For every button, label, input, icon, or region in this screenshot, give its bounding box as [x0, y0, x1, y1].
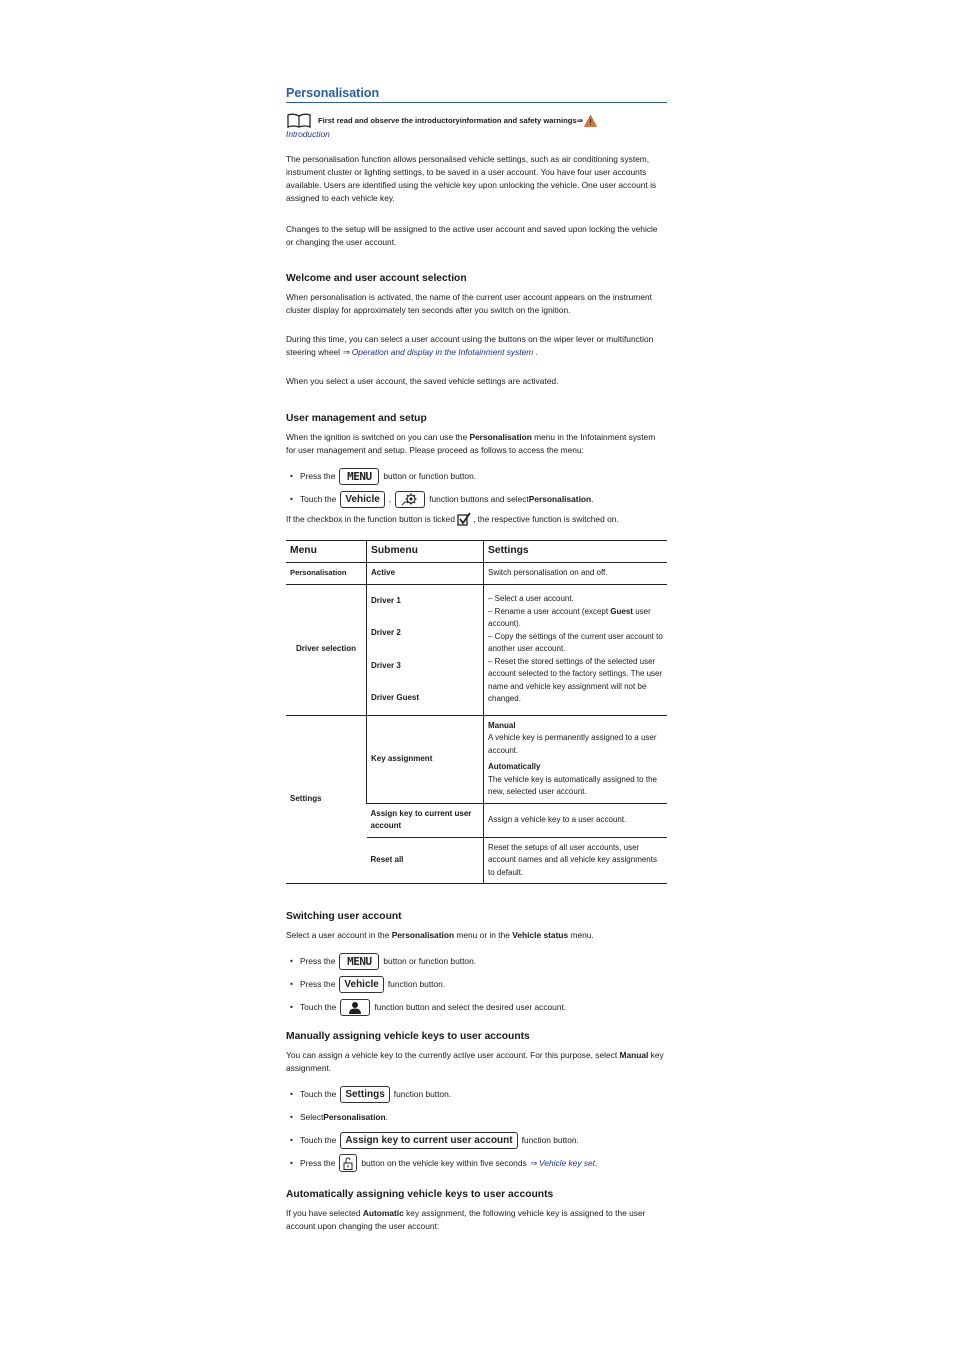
driver-3: Driver 3 — [371, 660, 401, 670]
list-item: • Touch the Assign key to current user account function button. — [286, 1131, 667, 1149]
switching-heading: Switching user account — [286, 911, 402, 922]
table-header: Menu — [286, 541, 367, 563]
list-item: • Press the Vehicle function button. — [286, 975, 667, 993]
checkbox-paragraph: If the checkbox in the function button is ticked , the respective function is switched on. — [286, 512, 667, 526]
intro-paragraph-2: Changes to the setup will be assigned to the active user account and saved upon locking the vehicle or changing the user account. — [286, 224, 658, 247]
table-cell: Reset the setups of all user accounts, user account names and all vehicle key assignments to default. — [484, 837, 668, 884]
settings-gear-button[interactable] — [395, 491, 425, 508]
table-row — [286, 715, 667, 803]
table-cell: Manual A vehicle key is permanently assigned to a user account. Automatically The vehicle key is automatically assigned to the new, selected user account. — [484, 715, 668, 803]
introduction-link[interactable]: Introduction — [286, 129, 330, 139]
table-row — [286, 563, 667, 585]
welcome-paragraph-2: During this time, you can select a user account using the buttons on the wiper lever or multifunction steering wheel ⇒ Operation and display in the Infotainment system . — [286, 334, 654, 357]
manual-page — [286, 86, 667, 1233]
driver-guest: Driver Guest — [371, 693, 420, 702]
table-cell: Driver selection — [286, 584, 367, 715]
list-item: • Select Personalisation . — [286, 1108, 667, 1126]
welcome-paragraph-3: When you select a user account, the saved vehicle settings are activated. — [286, 376, 559, 386]
assign-key-button[interactable]: Assign key to current user account — [340, 1132, 517, 1149]
safety-notice — [286, 113, 667, 128]
settings-button[interactable]: Settings — [340, 1086, 389, 1103]
list-item: • Touch the Vehicle , function buttons and select Personalisation . — [286, 490, 667, 508]
driver-1: Driver 1 — [371, 595, 401, 605]
page-title: Personalisation — [286, 86, 667, 103]
welcome-paragraph-1: When personalisation is activated, the name of the current user account appears on the instrument cluster display for approximately ten seconds after you switch on the ignition. — [286, 292, 652, 315]
mgmt-paragraph-1: When the ignition is switched on you can use the Personalisation menu in the Infotainment system for user management and setup. Please proceed as follows to access the menu: — [286, 432, 656, 455]
list-item: • Touch the Settings function button. — [286, 1085, 667, 1103]
personalisation-table — [286, 540, 667, 884]
warning-icon — [584, 115, 597, 127]
table-cell: Assign key to current user account — [367, 803, 484, 837]
vehicle-button[interactable]: Vehicle — [339, 976, 383, 993]
switching-paragraph: Select a user account in the Personalisation menu or in the Vehicle status menu. — [286, 930, 594, 940]
list-item: • Press the MENU button or function button. — [286, 952, 667, 970]
unlock-key-button[interactable] — [339, 1154, 357, 1172]
welcome-heading: Welcome and user account selection — [286, 273, 467, 284]
checkbox-ticked-icon — [457, 512, 471, 526]
manual-paragraph: You can assign a vehicle key to the currently active user account. For this purpose, select Manual key assignment. — [286, 1050, 664, 1073]
auto-paragraph: If you have selected Automatic key assignment, the following vehicle key is assigned to the user account upon changing the user account: — [286, 1208, 646, 1231]
list-item: • Touch the function button and select the desired user account. — [286, 998, 667, 1016]
table-cell: Switch personalisation on and off. — [484, 563, 668, 585]
menu-button[interactable]: MENU — [339, 953, 379, 970]
notice-text: First read and observe the introductoryinformation and safety warnings⇒ — [318, 116, 584, 125]
table-cell: Key assignment — [367, 715, 484, 803]
vehicle-key-set-link[interactable]: ⇒ Vehicle key set — [529, 1157, 596, 1168]
user-account-button[interactable] — [340, 999, 370, 1016]
table-cell — [367, 584, 484, 715]
user-management-heading: User management and setup — [286, 413, 427, 424]
table-row — [286, 584, 667, 715]
intro-paragraph-1: The personalisation function allows personalised vehicle settings, such as air conditioning system, instrument cluster or lighting settings, to be saved in a user account. You have four user accounts available. Users are identified using the vehicle key upon unlocking the vehicle. One user account is assigned to each vehicle key. — [286, 154, 657, 203]
auto-heading: Automatically assigning vehicle keys to user accounts — [286, 1189, 554, 1200]
mgmt-steps — [286, 467, 667, 508]
table-header: Submenu — [367, 541, 484, 563]
unlock-icon — [343, 1157, 353, 1170]
table-cell: Assign a vehicle key to a user account. — [484, 803, 668, 837]
table-cell: Active — [367, 563, 484, 585]
list-item: • Press the button on the vehicle key within five seconds ⇒ Vehicle key set . — [286, 1154, 667, 1172]
table-cell: Personalisation — [286, 563, 367, 585]
gear-car-icon — [401, 493, 419, 506]
table-cell: Settings — [286, 715, 367, 884]
table-header: Settings — [484, 541, 668, 563]
manual-steps — [286, 1085, 667, 1172]
table-cell: – Select a user account. – Rename a user account (except Guest user account). – Copy the settings of the current user account to another user account. – Reset the stored settings of the selected user account selected to the factory settings. The user name and vehicle key assignment will not be changed. — [484, 584, 668, 715]
menu-button[interactable]: MENU — [339, 468, 379, 485]
table-cell: Reset all — [367, 837, 484, 884]
book-icon — [286, 113, 312, 128]
operation-display-link[interactable]: ⇒ Operation and display in the Infotainment system — [342, 347, 534, 357]
manual-heading: Manually assigning vehicle keys to user accounts — [286, 1031, 530, 1042]
list-item: • Press the MENU button or function button. — [286, 467, 667, 485]
switching-steps — [286, 952, 667, 1016]
user-icon — [348, 1001, 362, 1014]
driver-2: Driver 2 — [371, 628, 401, 637]
vehicle-button[interactable]: Vehicle — [340, 491, 384, 508]
